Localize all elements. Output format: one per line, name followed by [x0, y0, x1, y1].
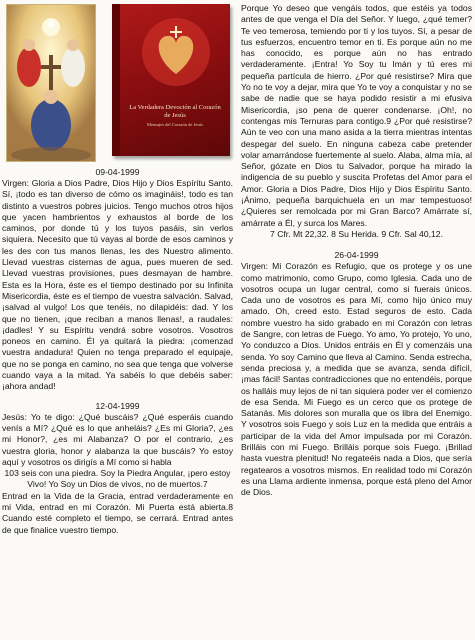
images-row: [2, 0, 233, 160]
book-title-text: La Verdadera Devoción al Corazón de Jesús: [129, 104, 221, 119]
message-paragraph: Porque Yo deseo que vengáis todos, que estéis ya todos antes de que venga el Día del Señor. Y luego, ¿qué temer? Te veo temerosa, temiendo por ti y los tuyos. Sí, a pesar de tus esfuerzos, encuentro temor en ti. Es porque aún no me has conocido, es porque aún no has entrado verdaderamente. ¡Entra! Yo Soy tu Imán y tú eres mi pequeña partícula de hierro. ¿Por qué resistirse? Mira que Yo no te voy a dejar, mira que Yo te voy a conquistar y no se sabe de nadie que se haya podido resistir a mi efusiva Misericordia, ¡so pena de querer condenarse. ¡Oh!, no contengas mis Ternuras para contigo.9 ¿Por qué resistirse? Aún te veo con una mano asida a la tierra mientras intentas despegar del suelo. En ninguna cabeza cabe pretender volar amarrándose fuertemente al suelo. Alaba, alma mía, al Señor, gózate en Dios tu Salvador, porque ha mirado la indigencia de su pueblo y suscita Profetas del Amor para el Amor. Gloria a Dios Padre, Dios Hijo y Dios Espíritu Santo. ¡Ánimo, pequeña barquichuela en un mar tempestuoso! ¿Quieres ser remolcada por mi Gran Barco? Amárrate sí, amárrate a Él, y surca los Mares.: [241, 3, 472, 228]
trinity-illustration: [7, 5, 95, 161]
left-column: [2, 0, 233, 536]
holy-trinity-image: [6, 4, 96, 162]
heart-illustration: [112, 4, 230, 104]
message-paragraph: 103 seis con una piedra. Soy la Piedra Angular, ¡pero estoy Vivo! Yo Soy un Dios de vivos, no de muertos.7: [4, 468, 231, 490]
book-cover-image: [112, 4, 230, 156]
message-paragraph: Jesús: Yo te digo: ¿Qué buscáis? ¿Qué esperáis cuando venís a Mí? ¿Qué es lo que anheláis? ¿Es mi Gloria?, ¿es mi Honor?, ¿es mi Alabanza? O por el contrario, ¿es vuestra gloria, honor y alabanza la que buscáis? Yo estoy aquí y vosotros os dirigís a Mí como si habla: [2, 411, 233, 467]
book-title: [126, 104, 224, 129]
date-heading: 09-04-1999: [95, 167, 140, 177]
book-subtitle-text: Mensajes del Corazón de Jesús: [147, 122, 203, 127]
right-column: [241, 0, 472, 498]
message-paragraph: Virgen: Gloria a Dios Padre, Dios Hijo y Dios Espíritu Santo. Sí, ¡todo es tan diverso de cómo os imagináis!, todo es tan distinto a vuestros pobres juicios. Tengo muchos otros hijos que yacen hambrientos y exhaustos al borde de los caminos, por donde tú y los tuyos pasáis, sin verlos siquiera. Necesito que tú vayas al borde de esos caminos y les des con tus manos llenas, les des Nuestro alimento. Llevad vuestras cisternas de agua, pues mueren de sed. Llevad vuestras provisiones, pues desmayan de hambre. Esta es la Hora, éste es el tiempo destinado por su Infinita Misericordia, éste es el tiempo de vuestra salvación. Salvad, ¡salvad al vulgo! Los que tenéis, no dilapidéis: dad. Y los que no tienen, ¡que reciban a manos llenas!, a raudales: ¡dadles! Y su Espíritu vendrá sobre vosotros. Vosotros poneos en camino. Él ya quitará la piedra: ¡comenzad vuestra andadura! Quien no tenga preparado el equipaje, que no se ponga en camino, no sea que tenga que volverse cuando vaya a la mitad. Ya sabéis lo que debéis saber: ¡ahora andad!: [2, 178, 233, 392]
footnote-references: 7 Cfr. Mt 22,32. 8 Su Herida. 9 Cfr. Sal 40,12.: [270, 228, 443, 239]
message-paragraph: Entrad en la Vida de la Gracia, entrad verdaderamente en mi Vida, entrad en mi Corazón. Mi Puerta está abierta.8 Cuando esté completo el tiempo, se cerrará. Entrad antes de que finalice vuestro tiempo.: [2, 490, 233, 535]
date-heading: 26-04-1999: [334, 250, 379, 261]
message-paragraph: Virgen: Mi Corazón es Refugio, que os protege y os une como matrimonio, como Grupo, como Iglesia. Cada uno de vosotros ocupa un lugar central, como si fuerais únicos. Cada uno de vosotros es para Mí, como hijo único muy amado. Oh, creed esto. Estad seguros de esto. Cada nombre vuestro ha sido grabado en mi Corazón con letras de Sangre, con letras de Fuego. Yo amo, Yo protejo, Yo uno, Yo conduzco a Dios. Unidos entráis en Él y comenzáis una senda. Yo soy Camino que lleva al Camino. Senda estrecha, senda preciosa y, a medida que se avanza, senda difícil, ¡mas fácil! Santas contradicciones que no entendéis, porque os halláis muy lejos de ni tan siquiera poder ver el comienzo de esa Senda. Mi Fuego es un cerco que os protege de Satanás. Mis dolores son muralla que os libra del Enemigo. Y vosotros sois Fuego y sois Luz en la medida que entráis a participar de la vida del Amor impulsada por mi Corazón. Brilláis con mi Fuego. Brilláis porque sois Fuego. ¡Brillad hasta vuestra plenitud! No regateéis nada a Dios, que sería regatearos a vosotros mismos. En realidad todo mi Corazón es una Llama ardiente inmensa, porque está pleno del Amor de Dios.: [241, 261, 472, 498]
date-heading: 12-04-1999: [95, 400, 140, 411]
